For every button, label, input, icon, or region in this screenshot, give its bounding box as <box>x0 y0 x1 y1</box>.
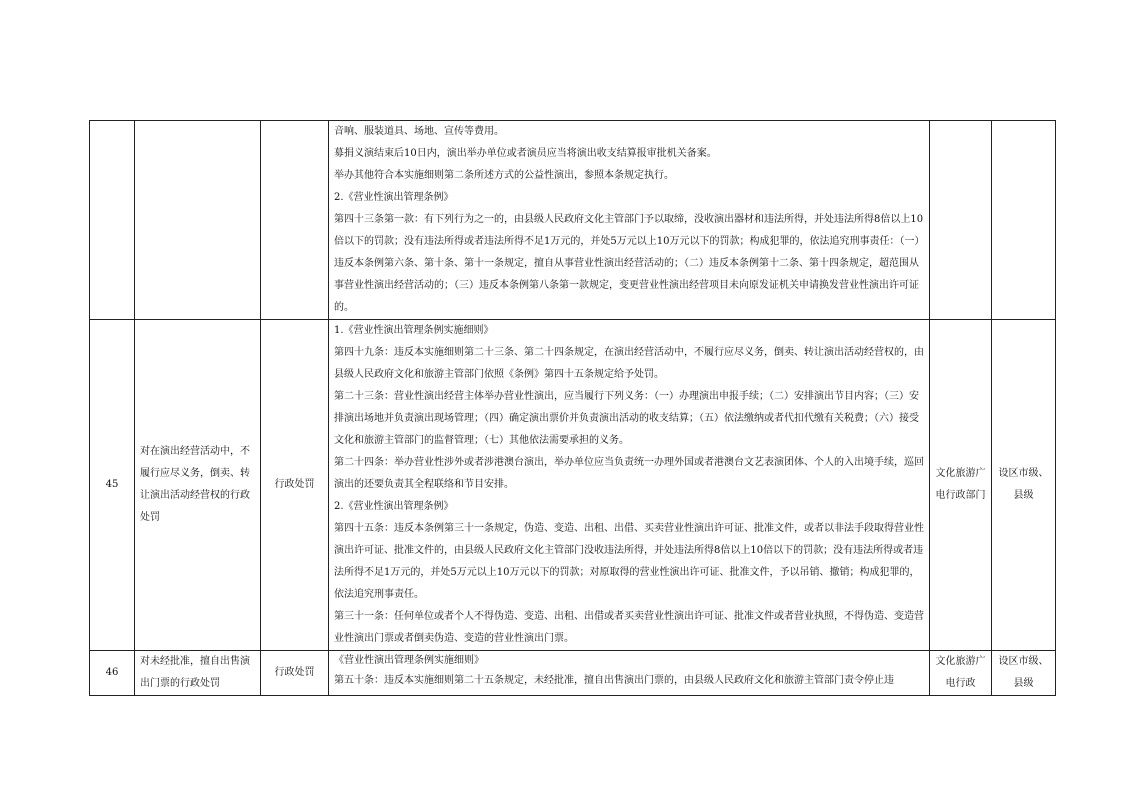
item-type-cell <box>261 121 329 320</box>
level-cell <box>992 121 1056 320</box>
item-number-cell: 45 <box>90 320 135 651</box>
item-number-cell <box>90 121 135 320</box>
table-row <box>90 121 1056 320</box>
regulation-table <box>89 120 1056 696</box>
basis-paragraph: 第三十一条：任何单位或者个人不得伪造、变造、出租、出借或者买卖营业性演出许可证、批准文件或者营业执照，不得伪造、变造营业性演出门票或者倒卖伪造、变造的营业性演出门票。 <box>334 611 924 644</box>
basis-paragraph: 1.《营业性演出管理条例实施细则》 <box>334 325 494 336</box>
basis-paragraph: 2.《营业性演出管理条例》 <box>334 192 454 203</box>
item-type-cell: 行政处罚 <box>261 651 329 696</box>
item-name-cell: 对未经批准，擅自出售演出门票的行政处罚 <box>135 651 261 696</box>
basis-paragraph: 第四十三条第一款：有下列行为之一的，由县级人民政府文化主管部门予以取缔，没收演出器材和违法所得，并处违法所得8倍以上10倍以下的罚款；没有违法所得或者违法所得不足1万元的，并处5万元以上10万元以下的罚款；构成犯罪的，依法追究刑事责任：（一）违反本条例第六条、第十条、第十一条规定，擅自从事营业性演出经营活动的；（二）违反本条例第十二条、第十四条规定，超范围从事营业性演出经营活动的；（三）违反本条例第八条第一款规定，变更营业性演出经营项目未向原发证机关申请换发营业性演出许可证的。 <box>334 214 924 313</box>
department-cell: 文化旅游广电行政部门 <box>930 320 992 651</box>
department-cell: 文化旅游广电行政 <box>930 651 992 696</box>
item-name-cell <box>135 121 261 320</box>
basis-paragraph: 第四十九条：违反本实施细则第二十三条、第二十四条规定，在演出经营活动中，不履行应尽义务，倒卖、转让演出活动经营权的，由县级人民政府文化和旅游主管部门依照《条例》第四十五条规定给予处罚。 <box>334 347 924 380</box>
basis-paragraph: 音响、服装道具、场地、宣传等费用。 <box>334 126 504 137</box>
basis-paragraph: 第二十三条：营业性演出经营主体举办营业性演出，应当履行下列义务：（一）办理演出申报手续；（二）安排演出节目内容；（三）安排演出场地并负责演出现场管理；（四）确定演出票价并负责演出活动的收支结算；（五）依法缴纳或者代扣代缴有关税费；（六）接受文化和旅游主管部门的监督管理；（七）其他依法需要承担的义务。 <box>334 391 919 446</box>
legal-basis-cell <box>329 121 930 320</box>
table-row <box>90 320 1056 651</box>
basis-paragraph: 第四十五条：违反本条例第三十一条规定，伪造、变造、出租、出借、买卖营业性演出许可证、批准文件，或者以非法手段取得营业性演出许可证、批准文件的，由县级人民政府文化主管部门没收违法所得，并处违法所得8倍以上10倍以下的罚款；没有违法所得或者违法所得不足1万元的，并处5万元以上10万元以下的罚款；对原取得的营业性演出许可证、批准文件，予以吊销、撤销；构成犯罪的，依法追究刑事责任。 <box>334 523 924 600</box>
legal-basis-cell <box>329 651 930 696</box>
table-row <box>90 651 1056 696</box>
item-name-cell: 对在演出经营活动中，不履行应尽义务，倒卖、转让演出活动经营权的行政处罚 <box>135 320 261 651</box>
level-cell: 设区市级、县级 <box>992 651 1056 696</box>
basis-paragraph: 第五十条：违反本实施细则第二十五条规定，未经批准，擅自出售演出门票的，由县级人民政府文化和旅游主管部门责令停止违 <box>334 675 894 686</box>
basis-paragraph: 《营业性演出管理条例实施细则》 <box>334 655 484 666</box>
basis-paragraph: 募捐义演结束后10日内，演出举办单位或者演员应当将演出收支结算报审批机关备案。 <box>334 148 717 159</box>
department-cell <box>930 121 992 320</box>
basis-paragraph: 举办其他符合本实施细则第二条所述方式的公益性演出，参照本条规定执行。 <box>334 170 674 181</box>
item-type-cell: 行政处罚 <box>261 320 329 651</box>
basis-paragraph: 第二十四条：举办营业性涉外或者涉港澳台演出，举办单位应当负责统一办理外国或者港澳台文艺表演团体、个人的入出境手续，巡回演出的还要负责其全程联络和节目安排。 <box>334 457 924 490</box>
legal-basis-cell <box>329 320 930 651</box>
basis-paragraph: 2.《营业性演出管理条例》 <box>334 501 454 512</box>
level-cell: 设区市级、县级 <box>992 320 1056 651</box>
item-number-cell: 46 <box>90 651 135 696</box>
